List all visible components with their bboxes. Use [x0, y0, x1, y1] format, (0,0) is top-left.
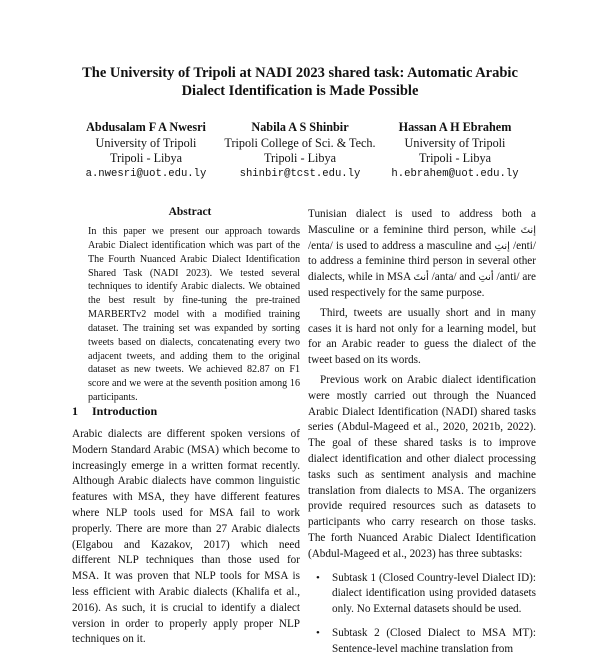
- arabic-word: إنتَ: [520, 224, 536, 236]
- author-email: h.ebrahem@uot.edu.ly: [391, 167, 519, 180]
- arabic-word: إنتِ: [494, 240, 510, 252]
- text-span: /enti/ to address a feminine third person in several other dialects, while in MSA: [308, 239, 537, 284]
- bullet-icon: •: [316, 626, 320, 639]
- section-heading: [72, 404, 157, 419]
- author-name: Nabila A S Shinbir: [251, 120, 349, 134]
- author-affiliation: University of Tripoli: [404, 135, 506, 150]
- section-number: 1: [72, 404, 78, 418]
- author-affiliation: Tripoli College of Sci. & Tech.: [224, 135, 376, 150]
- author-location: Tripoli - Libya: [110, 151, 182, 165]
- author-name: Hassan A H Ebrahem: [398, 120, 512, 134]
- list-item: [308, 626, 536, 658]
- right-column: [308, 207, 536, 658]
- author-location: Tripoli - Libya: [264, 151, 336, 165]
- list-item-text: Subtask 2 (Closed Dialect to MSA MT): Sentence-level machine translation from: [332, 626, 536, 655]
- bullet-icon: •: [316, 571, 320, 584]
- paragraph: Third, tweets are usually short and in many cases it is hard not only for a learning model, but for an Arabic reader to guess the dialect of the tweet based on its words.: [308, 306, 536, 367]
- introduction-text: Arabic dialects are different spoken versions of Modern Standard Arabic (MSA) which become to increasingly emerge in a written format recently. Although Arabic dialects have common linguistic features with MSA, they have different features where NLP tools used for MSA fail to work properly. There are more than 27 Arabic dialects (Elgabou and Kazakov, 2017) which need different NLP techniques than those used for MSA. It was proven that NLP tools for MSA is less efficient with Arabic dialects (Khalifa et al., 2016). As such, it is crucial to identify a dialect version in order to properly apply proper NLP techniques on it.: [72, 428, 300, 646]
- list-item-text: Subtask 1 (Closed Country-level Dialect ID): dialect identification using provided datasets only. No External datasets should be used.: [332, 571, 536, 616]
- text-span: /anti/ are used respectively for the same purpose.: [308, 271, 537, 299]
- author-email: a.nwesri@uot.edu.ly: [85, 167, 207, 180]
- author-3: [380, 120, 530, 182]
- arabic-word: أنتِ: [478, 272, 494, 284]
- paragraph: [308, 207, 536, 302]
- author-affiliation: University of Tripoli: [95, 135, 197, 150]
- arabic-word: أنتَ: [413, 272, 429, 284]
- author-location: Tripoli - Libya: [419, 151, 491, 165]
- author-2: [218, 120, 382, 182]
- section-title: Introduction: [92, 404, 158, 418]
- list-item: [308, 571, 536, 618]
- text-span: Tunisian dialect is used to address both a Masculine or a feminine third person, while: [308, 208, 536, 236]
- text-span: /anta/ and: [431, 271, 476, 284]
- paragraph: Previous work on Arabic dialect identification were mostly carried out through the Nuanced Arabic Dialect Identification (NADI) shared tasks series (Abdul-Mageed et al., 2020, 2021b, 2022). The goal of these shared tasks is to improve dialect identification and other dialect processing tasks such as sentiment analysis and machine translation from dialects to MSA. The organizers provide required resources such as datasets to participants who carry research on those tasks. The forth Nuanced Arabic Dialect Identification (Abdul-Mageed et al., 2023) has three subtasks:: [308, 373, 536, 560]
- abstract-heading: Abstract: [168, 206, 212, 218]
- text-span: /enta/ is used to address a masculine and: [308, 239, 492, 252]
- paper-title: The University of Tripoli at NADI 2023 shared task: Automatic Arabic Dialect Identification is Made Possible: [82, 65, 518, 99]
- author-email: shinbir@tcst.edu.ly: [239, 167, 361, 180]
- abstract-text: In this paper we present our approach towards Arabic Dialect identification which was part of the The Fourth Nuanced Arabic Dialect Identification Shared Task (NADI 2023). We tested several techniques to identify Arabic dialects. We obtained the best result by fine-tuning the pre-trained MARBERTv2 model with a modified training dataset. The training set was expanded by sorting tweets based on dialects, concatenating every two adjacent tweets, and adding them to the original dataset as new tweets. We achieved 82.87 on F1 score and we were at the seventh position among 16 participants.: [88, 226, 300, 404]
- author-1: [72, 120, 220, 182]
- author-name: Abdusalam F A Nwesri: [86, 120, 206, 134]
